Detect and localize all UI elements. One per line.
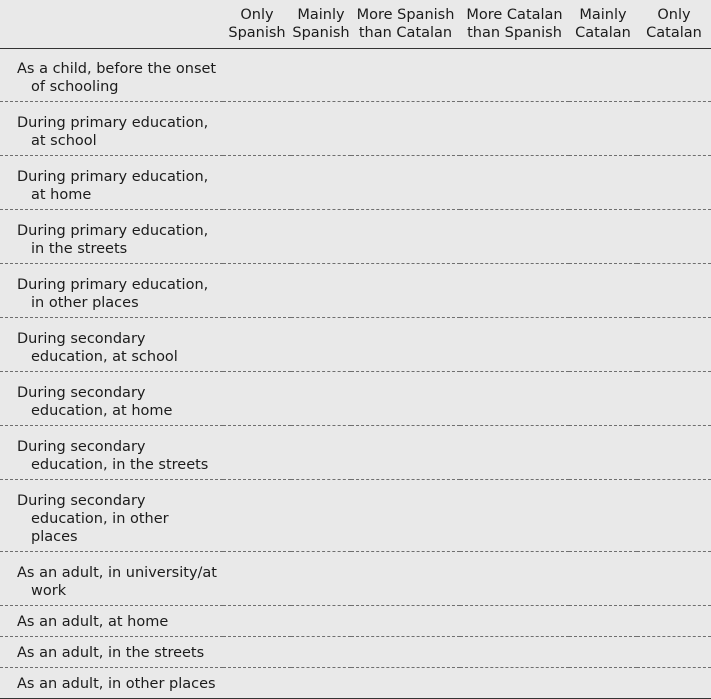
table-row (0, 479, 711, 551)
empty-cell (569, 101, 637, 155)
table-row (0, 636, 711, 667)
empty-cell (460, 636, 569, 667)
empty-cell (569, 605, 637, 636)
empty-cell (351, 371, 460, 425)
empty-cell (637, 155, 711, 209)
empty-cell (291, 425, 351, 479)
empty-cell (637, 48, 711, 101)
header-row (0, 0, 711, 48)
empty-cell (637, 667, 711, 698)
empty-cell (637, 636, 711, 667)
row-label-cell (0, 48, 223, 101)
empty-cell (637, 101, 711, 155)
row-label-cell (0, 101, 223, 155)
table-row (0, 101, 711, 155)
row-label-cell (0, 605, 223, 636)
empty-cell (351, 551, 460, 605)
corner-header (0, 0, 223, 48)
empty-cell (351, 605, 460, 636)
empty-cell (637, 371, 711, 425)
empty-cell (223, 101, 291, 155)
empty-cell (223, 155, 291, 209)
table-row (0, 48, 711, 101)
empty-cell (291, 48, 351, 101)
row-label: As an adult, at home (17, 613, 169, 630)
column-header: Only Catalan (637, 0, 711, 48)
empty-cell (291, 263, 351, 317)
row-label: During primary education, at school (17, 114, 209, 149)
row-label: As a child, before the onset of schooling (17, 60, 217, 95)
empty-cell (223, 667, 291, 698)
empty-cell (637, 317, 711, 371)
empty-cell (569, 48, 637, 101)
empty-cell (569, 551, 637, 605)
row-label: During primary education, at home (17, 168, 209, 203)
table-row (0, 425, 711, 479)
empty-cell (351, 667, 460, 698)
empty-cell (569, 317, 637, 371)
table-row (0, 371, 711, 425)
table-row (0, 667, 711, 698)
empty-cell (223, 551, 291, 605)
empty-cell (291, 155, 351, 209)
empty-cell (460, 317, 569, 371)
row-label-cell (0, 425, 223, 479)
empty-cell (351, 155, 460, 209)
empty-cell (460, 605, 569, 636)
row-label: During primary education, in other places (17, 276, 209, 311)
row-label: As an adult, in the streets (17, 644, 205, 661)
empty-cell (637, 605, 711, 636)
empty-cell (637, 263, 711, 317)
empty-cell (460, 48, 569, 101)
column-header: Mainly Spanish (291, 0, 351, 48)
empty-cell (223, 636, 291, 667)
empty-cell (637, 425, 711, 479)
empty-cell (637, 209, 711, 263)
row-label-cell (0, 209, 223, 263)
row-label: As an adult, in university/at work (17, 564, 217, 599)
empty-cell (223, 371, 291, 425)
empty-cell (637, 479, 711, 551)
empty-cell (569, 667, 637, 698)
empty-cell (223, 425, 291, 479)
column-header: More Catalan than Spanish (460, 0, 569, 48)
empty-cell (291, 371, 351, 425)
empty-cell (569, 263, 637, 317)
empty-cell (351, 425, 460, 479)
empty-cell (291, 636, 351, 667)
empty-cell (223, 605, 291, 636)
empty-cell (569, 479, 637, 551)
empty-cell (351, 48, 460, 101)
row-label: During secondary education, in other places (17, 492, 169, 545)
empty-cell (569, 155, 637, 209)
empty-cell (460, 479, 569, 551)
empty-cell (223, 263, 291, 317)
empty-cell (569, 636, 637, 667)
row-label-cell (0, 667, 223, 698)
empty-cell (460, 101, 569, 155)
empty-cell (351, 101, 460, 155)
empty-cell (569, 209, 637, 263)
empty-cell (223, 479, 291, 551)
table-row (0, 317, 711, 371)
empty-cell (460, 263, 569, 317)
empty-cell (223, 317, 291, 371)
empty-cell (291, 605, 351, 636)
empty-cell (460, 371, 569, 425)
empty-cell (291, 317, 351, 371)
empty-cell (569, 371, 637, 425)
empty-cell (460, 667, 569, 698)
table-row (0, 263, 711, 317)
empty-cell (291, 209, 351, 263)
row-label: During secondary education, in the streets (17, 438, 209, 473)
empty-cell (291, 551, 351, 605)
row-label: During secondary education, at home (17, 384, 173, 419)
table-row (0, 551, 711, 605)
table-row (0, 155, 711, 209)
row-label-cell (0, 551, 223, 605)
empty-cell (460, 155, 569, 209)
column-header: Only Spanish (223, 0, 291, 48)
empty-cell (223, 209, 291, 263)
empty-cell (351, 263, 460, 317)
empty-cell (223, 48, 291, 101)
empty-cell (460, 425, 569, 479)
column-header: Mainly Catalan (569, 0, 637, 48)
empty-cell (291, 479, 351, 551)
row-label-cell (0, 636, 223, 667)
empty-cell (460, 551, 569, 605)
empty-cell (351, 479, 460, 551)
empty-cell (351, 317, 460, 371)
empty-cell (637, 551, 711, 605)
table-row (0, 209, 711, 263)
row-label-cell (0, 479, 223, 551)
table-row (0, 605, 711, 636)
empty-cell (351, 636, 460, 667)
empty-cell (291, 101, 351, 155)
row-label-cell (0, 155, 223, 209)
row-label: During secondary education, at school (17, 330, 178, 365)
row-label-cell (0, 317, 223, 371)
empty-cell (351, 209, 460, 263)
empty-cell (291, 667, 351, 698)
row-label-cell (0, 371, 223, 425)
empty-cell (460, 209, 569, 263)
row-label: As an adult, in other places (17, 675, 216, 692)
row-label-cell (0, 263, 223, 317)
empty-cell (569, 425, 637, 479)
column-header: More Spanish than Catalan (351, 0, 460, 48)
row-label: During primary education, in the streets (17, 222, 209, 257)
